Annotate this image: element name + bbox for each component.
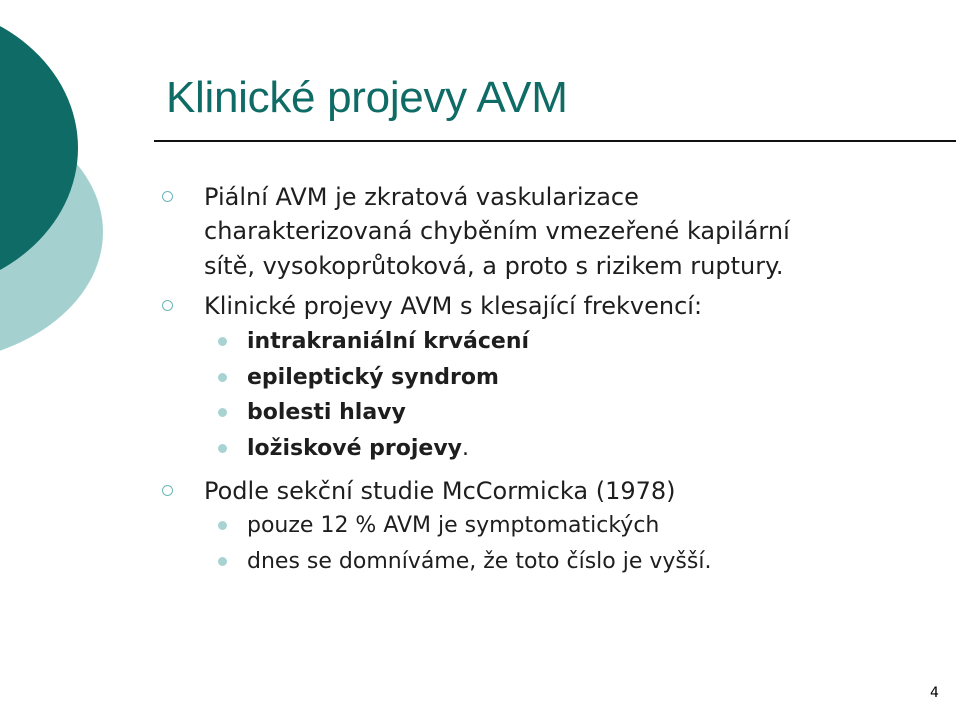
bullet-1 — [204, 180, 639, 214]
ring-bullet-icon — [162, 300, 173, 311]
bullet-2-text: Klinické projevy AVM s klesající frekvencí: — [204, 292, 703, 320]
sub-bullet-text: pouze 12 % AVM je symptomatických — [247, 513, 660, 538]
bullet-3-text: Podle sekční studie McCormicka (1978) — [204, 477, 676, 505]
sub-bullet-period: . — [462, 436, 470, 461]
sub-bullet-text: intrakraniální krvácení — [247, 329, 530, 354]
bullet-1-continuation-a — [204, 214, 790, 248]
sub-bullet — [247, 547, 711, 577]
sub-bullet-text: epileptický syndrom — [247, 365, 499, 390]
bullet-1-line-1: Piální AVM je zkratová vaskularizace — [204, 183, 639, 211]
dot-bullet-icon — [218, 408, 227, 417]
sub-bullet-text: ložiskové projevy — [247, 436, 463, 461]
bullet-1-line-3: sítě, vysokoprůtoková, a proto s rizikem ruptury. — [204, 252, 784, 280]
sub-bullet — [247, 511, 659, 541]
bullet-2 — [204, 289, 702, 323]
dot-bullet-icon — [218, 557, 227, 566]
bullet-3 — [204, 474, 676, 508]
dot-bullet-icon — [218, 337, 227, 346]
sub-bullet — [247, 398, 406, 428]
dot-bullet-icon — [218, 444, 227, 453]
slide-title: Klinické projevy AVM — [166, 73, 568, 122]
sub-bullet — [247, 363, 499, 393]
sub-bullet — [247, 434, 469, 464]
bullet-1-continuation-b — [204, 249, 784, 283]
title-underline — [154, 140, 956, 142]
sub-bullet-text: dnes se domníváme, že toto číslo je vyšší. — [247, 549, 712, 574]
bullet-1-line-2: charakterizovaná chyběním vmezeřené kapilární — [204, 217, 790, 245]
dot-bullet-icon — [218, 373, 227, 382]
dot-bullet-icon — [218, 521, 227, 530]
sub-bullet-text: bolesti hlavy — [247, 400, 406, 425]
sub-bullet — [247, 327, 529, 357]
ring-bullet-icon — [162, 485, 173, 496]
slide-number: 4 — [930, 685, 939, 701]
ring-bullet-icon — [162, 191, 173, 202]
